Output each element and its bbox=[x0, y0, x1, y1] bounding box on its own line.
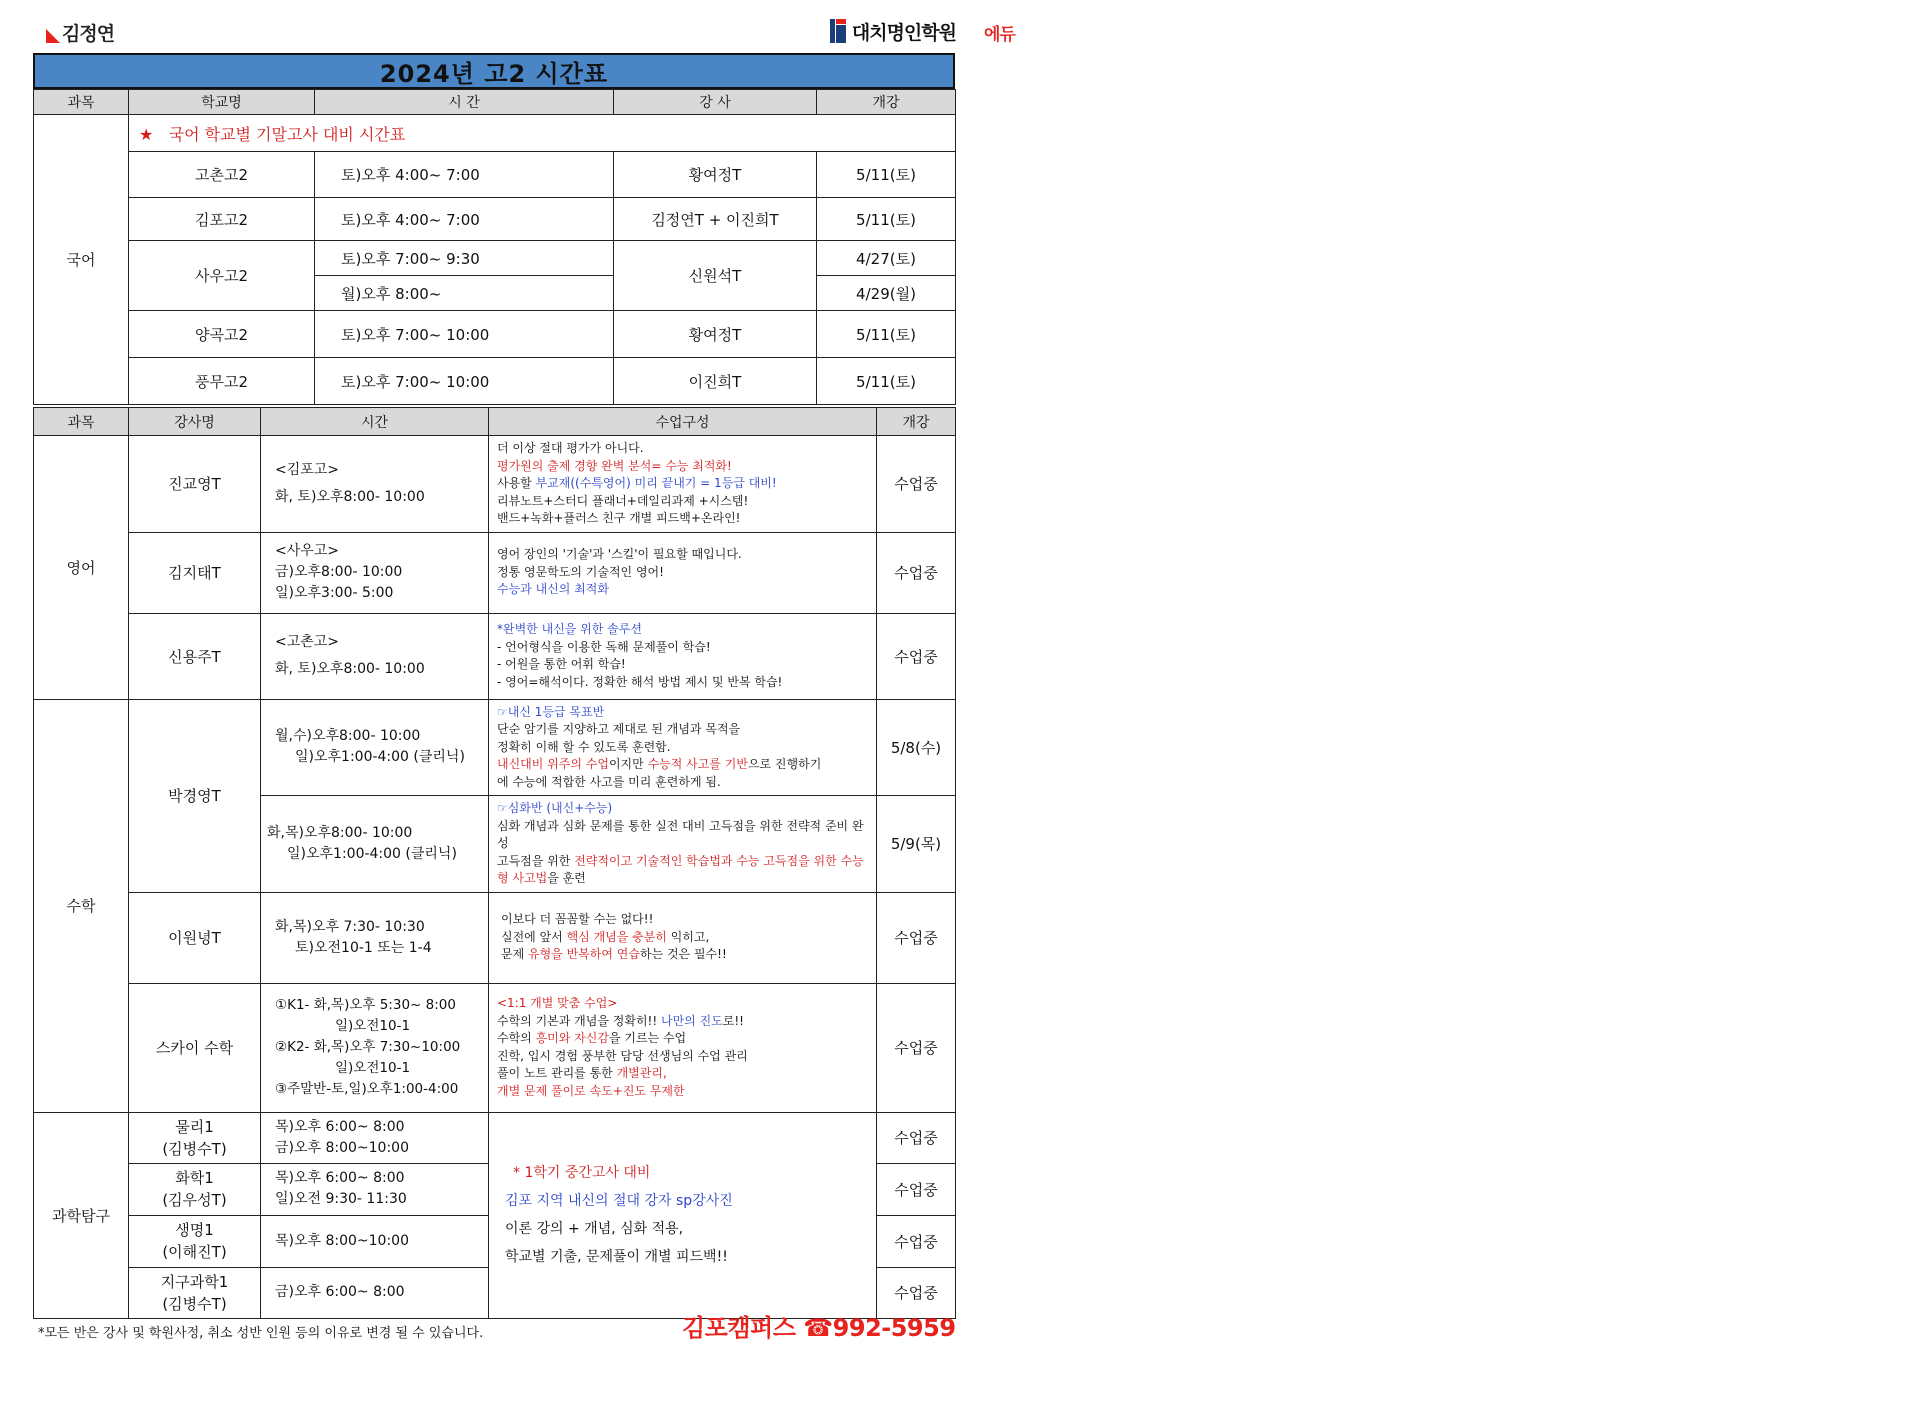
table-row bbox=[34, 613, 956, 699]
desc-line: 수능과 내신의 최적화 bbox=[497, 582, 609, 597]
status-badge: 수업중 bbox=[877, 983, 956, 1112]
table-row bbox=[34, 311, 956, 358]
status-badge: 수업중 bbox=[877, 1215, 956, 1267]
building-icon bbox=[830, 19, 846, 43]
desc-line: 단순 암기를 지양하고 제대로 된 개념과 목적을 bbox=[497, 722, 741, 736]
time-line: 일)오전 9:30- 11:30 bbox=[275, 1191, 407, 1207]
class-description bbox=[489, 699, 877, 796]
col-header: 시간 bbox=[261, 408, 489, 436]
table-row bbox=[34, 532, 956, 613]
desc-line: - 영어=해석이다. 정확한 해석 방법 제시 및 반복 학습! bbox=[497, 674, 783, 689]
desc-text: 문제 bbox=[501, 947, 528, 962]
school-name: 김포고2 bbox=[129, 198, 315, 241]
status-badge: 수업중 bbox=[877, 436, 956, 533]
time-line: 일)오후1:00-4:00 (클리닉) bbox=[287, 845, 457, 862]
desc-line: 김포 지역 내신의 절대 강자 sp강사진 bbox=[505, 1193, 733, 1209]
class-description bbox=[489, 532, 877, 613]
class-time bbox=[261, 983, 489, 1112]
class-time bbox=[261, 1215, 489, 1267]
time-line: 월,수)오후8:00- 10:00 bbox=[275, 728, 421, 745]
course-title: 화학1 bbox=[175, 1169, 214, 1187]
desc-line bbox=[497, 475, 868, 493]
class-description bbox=[489, 436, 877, 533]
table-row bbox=[34, 699, 956, 796]
time-line: 일)오전10-1 bbox=[335, 1018, 411, 1034]
desc-text: 개별관리, bbox=[616, 1066, 667, 1080]
table-row bbox=[34, 983, 956, 1112]
school-name: 풍무고2 bbox=[129, 358, 315, 405]
teacher-name: (김병수T) bbox=[162, 1139, 227, 1158]
desc-text: 내신대비 위주의 수업 bbox=[497, 757, 609, 771]
time-line: 일)오후3:00- 5:00 bbox=[275, 585, 394, 601]
desc-line: 개별 문제 풀이로 속도+진도 무제한 bbox=[497, 1083, 685, 1098]
time-line: 금)오후8:00- 10:00 bbox=[275, 564, 403, 580]
teacher-name: (이해진T) bbox=[162, 1243, 227, 1261]
desc-line bbox=[501, 929, 868, 947]
course-name bbox=[129, 1163, 261, 1215]
teacher-name: 김지태T bbox=[129, 532, 261, 613]
desc-line bbox=[497, 1030, 868, 1048]
desc-line: 정확히 이해 할 수 있도록 훈련함. bbox=[497, 739, 671, 754]
class-time bbox=[261, 613, 489, 699]
desc-text: 수능적 사고를 기반 bbox=[647, 757, 748, 771]
start-date: 5/9(목) bbox=[877, 796, 956, 893]
desc-line: 이론 강의 + 개념, 심화 적용, bbox=[505, 1221, 684, 1237]
table-row bbox=[34, 892, 956, 983]
teacher-name: 신원석T bbox=[614, 241, 817, 311]
class-description bbox=[489, 892, 877, 983]
class-time bbox=[261, 532, 489, 613]
class-time bbox=[261, 1112, 489, 1163]
class-time: 토)오후 7:00~ 9:30 bbox=[315, 241, 614, 276]
desc-text: 부교재((수특영어) 미리 끝내기 = 1등급 대비! bbox=[535, 476, 777, 490]
desc-line: <1:1 개별 맞춤 수업> bbox=[497, 996, 618, 1010]
time-line: 일)오후1:00-4:00 (클리닉) bbox=[295, 749, 465, 766]
teacher-name: 박경영T bbox=[129, 699, 261, 892]
time-line: 목)오후 8:00~10:00 bbox=[275, 1232, 409, 1249]
subject-korean: 국어 bbox=[34, 115, 129, 405]
col-header: 학교명 bbox=[129, 90, 315, 115]
desc-line: ☞심화반 (내신+수능) bbox=[497, 801, 613, 815]
col-header: 과목 bbox=[34, 408, 129, 436]
class-time bbox=[261, 796, 489, 893]
col-header: 수업구성 bbox=[489, 408, 877, 436]
desc-line bbox=[497, 1013, 868, 1031]
start-date: 5/11(토) bbox=[817, 198, 956, 241]
time-line: ③주말반-토,일)오후1:00-4:00 bbox=[275, 1081, 459, 1097]
teacher-name: (김병수T) bbox=[162, 1294, 227, 1313]
desc-line: 영어 장인의 '기술'과 '스킬'이 필요할 때입니다. bbox=[497, 547, 742, 562]
star-icon: ★ bbox=[139, 124, 154, 144]
class-time: 토)오후 4:00~ 7:00 bbox=[315, 152, 614, 198]
time-line: 화,목)오후8:00- 10:00 bbox=[267, 824, 413, 841]
teacher-name: 이진희T bbox=[614, 358, 817, 405]
start-date: 5/11(토) bbox=[817, 152, 956, 198]
teacher-name: 이원녕T bbox=[129, 892, 261, 983]
desc-line: * 1학기 중간고사 대비 bbox=[513, 1165, 651, 1181]
time-line: 목)오후 6:00~ 8:00 bbox=[275, 1118, 405, 1135]
col-header: 개강 bbox=[817, 90, 956, 115]
desc-line: 학교별 기출, 문제풀이 개별 피드백!! bbox=[505, 1249, 728, 1265]
desc-line: - 어원을 통한 어휘 학습! bbox=[497, 657, 626, 671]
teacher-name: 황여정T bbox=[614, 311, 817, 358]
subject-science: 과학탐구 bbox=[34, 1112, 129, 1318]
teacher-name: 황여정T bbox=[614, 152, 817, 198]
status-badge: 수업중 bbox=[877, 613, 956, 699]
class-time bbox=[261, 699, 489, 796]
table-row bbox=[34, 198, 956, 241]
school-name: 사우고2 bbox=[129, 241, 315, 311]
class-time: 토)오후 7:00~ 10:00 bbox=[315, 358, 614, 405]
time-line: 토)오전10-1 또는 1-4 bbox=[295, 939, 432, 956]
class-time: 월)오후 8:00~ bbox=[315, 276, 614, 311]
brand-mark-icon bbox=[46, 29, 60, 43]
desc-line: 평가원의 출제 경향 완벽 분석= 수능 최적화! bbox=[497, 458, 732, 473]
desc-text: 실전에 앞서 bbox=[501, 929, 567, 944]
status-badge: 수업중 bbox=[877, 892, 956, 983]
class-description bbox=[489, 796, 877, 893]
brand-logo-left bbox=[46, 18, 1906, 46]
start-date: 5/8(수) bbox=[877, 699, 956, 796]
col-header: 시 간 bbox=[315, 90, 614, 115]
course-title: 물리1 bbox=[175, 1117, 214, 1136]
time-line: 화,목)오후 7:30- 10:30 bbox=[275, 918, 425, 935]
school-name: 고촌고2 bbox=[129, 152, 315, 198]
time-line: <김포고> bbox=[275, 461, 340, 478]
table-row bbox=[34, 436, 956, 533]
desc-line bbox=[497, 1065, 868, 1083]
class-description bbox=[489, 983, 877, 1112]
desc-text: 으로 진행하기 bbox=[747, 757, 822, 771]
class-time bbox=[261, 436, 489, 533]
desc-line: 심화 개념과 심화 문제를 통한 실전 대비 고득점을 위한 전략적 준비 완성 bbox=[497, 818, 864, 850]
korean-schedule-table bbox=[33, 89, 956, 405]
brand-logo-right bbox=[830, 16, 956, 46]
desc-text: 수학의 기본과 개념을 정확히!! bbox=[497, 1013, 661, 1028]
table-row bbox=[34, 152, 956, 198]
time-line: ②K2- 화,목)오후 7:30~10:00 bbox=[275, 1039, 461, 1055]
subject-math: 수학 bbox=[34, 699, 129, 1112]
desc-line: *완벽한 내신을 위한 솔루션 bbox=[497, 622, 642, 636]
teacher-name: (김우성T) bbox=[162, 1191, 227, 1209]
desc-line: - 언어형식을 이용한 독해 문제풀이 학습! bbox=[497, 639, 711, 654]
notice-text: 국어 학교별 기말고사 대비 시간표 bbox=[168, 124, 406, 144]
class-time: 토)오후 4:00~ 7:00 bbox=[315, 198, 614, 241]
desc-text: 풀이 노트 관리를 통한 bbox=[497, 1066, 617, 1080]
col-header: 개강 bbox=[877, 408, 956, 436]
desc-line: 진학, 입시 경험 풍부한 담당 선생님의 수업 관리 bbox=[497, 1048, 748, 1063]
class-time bbox=[261, 892, 489, 983]
teacher-name: 신용주T bbox=[129, 613, 261, 699]
start-date: 5/11(토) bbox=[817, 358, 956, 405]
notice-row bbox=[129, 115, 956, 152]
course-name bbox=[129, 1112, 261, 1163]
table-row bbox=[34, 358, 956, 405]
course-name bbox=[129, 1215, 261, 1267]
table-header-row bbox=[34, 90, 956, 115]
desc-text: 흥미와 자신감 bbox=[535, 1031, 609, 1045]
time-line: ①K1- 화,목)오후 5:30~ 8:00 bbox=[275, 997, 456, 1013]
col-header: 강 사 bbox=[614, 90, 817, 115]
teacher-name: 스카이 수학 bbox=[129, 983, 261, 1112]
course-title: 생명1 bbox=[175, 1221, 214, 1239]
status-badge: 수업중 bbox=[877, 532, 956, 613]
col-header: 강사명 bbox=[129, 408, 261, 436]
status-badge: 수업중 bbox=[877, 1267, 956, 1318]
desc-line: 에 수능에 적합한 사고를 미리 훈련하게 됨. bbox=[497, 774, 721, 789]
status-badge: 수업중 bbox=[877, 1163, 956, 1215]
desc-line: 밴드+녹화+플러스 친구 개별 피드백+온라인! bbox=[497, 511, 741, 525]
class-description bbox=[489, 613, 877, 699]
subject-english: 영어 bbox=[34, 436, 129, 700]
table-row bbox=[34, 241, 956, 276]
desc-text: 수학의 bbox=[497, 1031, 536, 1045]
desc-text: 사용할 bbox=[497, 476, 536, 490]
brand-name: 김정연 bbox=[62, 22, 115, 45]
desc-line: ☞내신 1등급 목표반 bbox=[497, 704, 605, 719]
time-line: 화, 토)오후8:00- 10:00 bbox=[275, 661, 425, 677]
desc-line: 더 이상 절대 평가가 아니다. bbox=[497, 441, 644, 455]
desc-text: 고득점을 위한 bbox=[497, 853, 575, 868]
desc-line bbox=[497, 853, 868, 888]
desc-text: 핵심 개념을 충분히 bbox=[566, 929, 667, 944]
school-name: 양곡고2 bbox=[129, 311, 315, 358]
desc-line bbox=[497, 756, 868, 774]
status-badge: 수업중 bbox=[877, 1112, 956, 1163]
desc-text: 이지만 bbox=[608, 757, 648, 771]
time-line: <사우고> bbox=[275, 543, 340, 559]
start-date: 4/29(월) bbox=[817, 276, 956, 311]
table-row bbox=[34, 1112, 956, 1163]
campus-phone: 김포캠퍼스 ☎992-5959 bbox=[682, 1314, 956, 1342]
teacher-name: 김정연T + 이진희T bbox=[614, 198, 817, 241]
class-time: 토)오후 7:00~ 10:00 bbox=[315, 311, 614, 358]
teacher-name: 진교영T bbox=[129, 436, 261, 533]
course-title: 지구과학1 bbox=[160, 1272, 229, 1291]
academy-name: 대치명인학원 bbox=[851, 21, 956, 44]
desc-text: 나만의 진도 bbox=[660, 1013, 723, 1028]
class-schedule-table bbox=[33, 407, 956, 1319]
time-line: 금)오후 6:00~ 8:00 bbox=[275, 1284, 405, 1300]
desc-line: 리뷰노트+스터디 플래너+데일리과제 +시스템! bbox=[497, 493, 749, 508]
brand-suffix: 에듀 bbox=[984, 24, 1015, 45]
desc-text: 하는 것은 필수!! bbox=[639, 947, 727, 962]
page-title: 2024년 고2 시간표 bbox=[33, 53, 955, 89]
start-date: 4/27(토) bbox=[817, 241, 956, 276]
class-time bbox=[261, 1267, 489, 1318]
time-line: 일)오전10-1 bbox=[335, 1060, 411, 1076]
time-line: 목)오후 6:00~ 8:00 bbox=[275, 1170, 405, 1186]
time-line: <고촌고> bbox=[275, 634, 340, 650]
desc-line: 정통 영문학도의 기술적인 영어! bbox=[497, 564, 664, 579]
footer-note: *모든 반은 강사 및 학원사정, 취소 성반 인원 등의 이유로 변경 될 수 있습니다. bbox=[38, 1326, 484, 1341]
time-line: 화, 토)오후8:00- 10:00 bbox=[275, 488, 425, 505]
col-header: 과목 bbox=[34, 90, 129, 115]
class-time bbox=[261, 1163, 489, 1215]
table-header-row bbox=[34, 408, 956, 436]
time-line: 금)오후 8:00~10:00 bbox=[275, 1139, 409, 1156]
desc-text: 을 기르는 수업 bbox=[608, 1031, 687, 1045]
desc-text: 로!! bbox=[722, 1013, 744, 1028]
desc-text: 전략적이고 기술적인 학습법과 수능 고득점을 위한 수능형 사고법 bbox=[497, 853, 864, 885]
science-description bbox=[489, 1112, 877, 1318]
desc-line bbox=[501, 946, 868, 964]
desc-text: 익히고, bbox=[666, 929, 710, 944]
desc-text: 을 훈련 bbox=[547, 871, 586, 885]
start-date: 5/11(토) bbox=[817, 311, 956, 358]
desc-text: 유형을 반복하여 연습 bbox=[528, 947, 640, 962]
desc-line: 이보다 더 꼼꼼할 수는 없다!! bbox=[501, 912, 654, 927]
course-name bbox=[129, 1267, 261, 1318]
